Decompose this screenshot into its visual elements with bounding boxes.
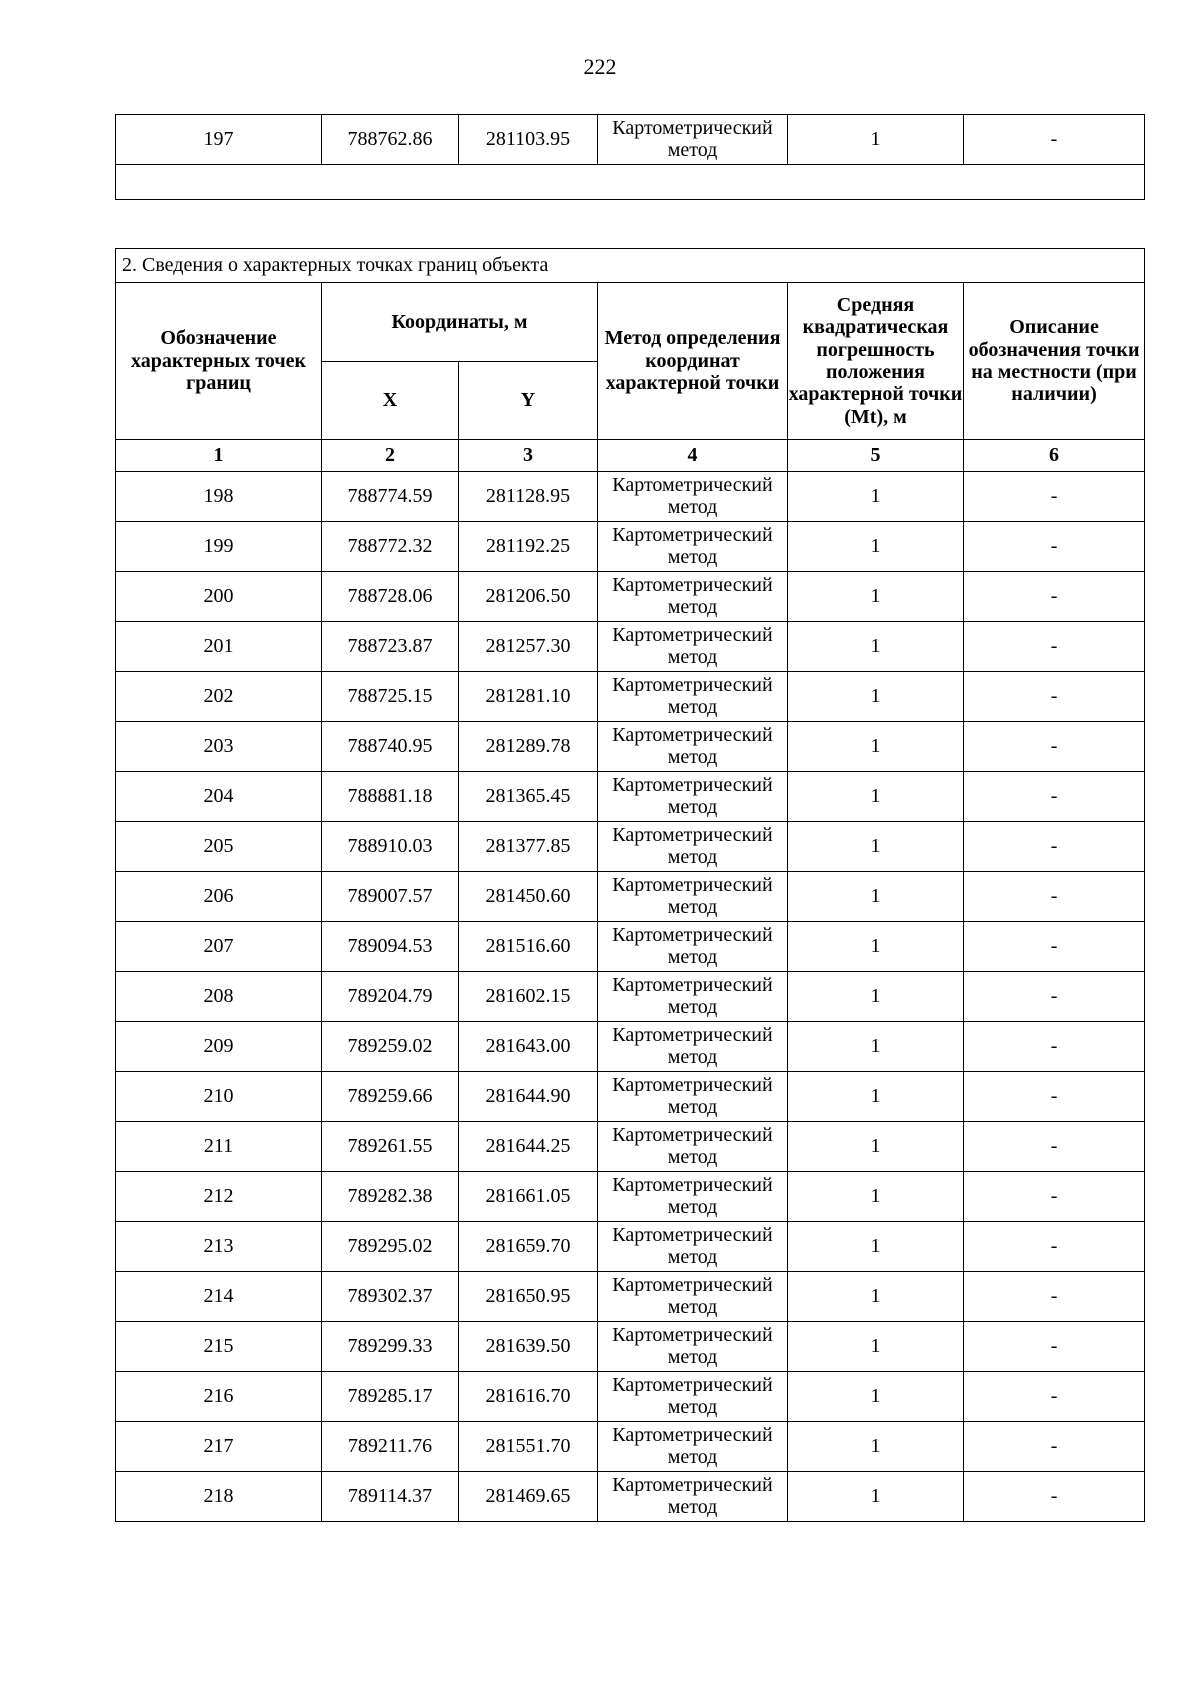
header-coordinates: Координаты, м [322,283,598,362]
point-cell: 197 [116,115,322,165]
description-cell: - [964,472,1145,522]
x-cell: 789211.76 [322,1422,459,1472]
point-cell: 215 [116,1322,322,1372]
x-cell: 789282.38 [322,1172,459,1222]
description-cell: - [964,922,1145,972]
y-cell: 281643.00 [459,1022,598,1072]
y-cell: 281650.95 [459,1272,598,1322]
error-cell: 1 [788,672,964,722]
point-cell: 218 [116,1472,322,1522]
table-row [116,772,1145,822]
method-cell: Картометрический метод [598,822,788,872]
x-cell: 788723.87 [322,622,459,672]
x-cell: 789094.53 [322,922,459,972]
x-cell: 789114.37 [322,1472,459,1522]
description-cell: - [964,572,1145,622]
y-cell: 281206.50 [459,572,598,622]
description-cell: - [964,115,1145,165]
point-cell: 210 [116,1072,322,1122]
table-row [116,1172,1145,1222]
page-number: 222 [583,54,617,79]
error-cell: 1 [788,572,964,622]
description-cell: - [964,672,1145,722]
error-cell: 1 [788,1322,964,1372]
y-cell: 281516.60 [459,922,598,972]
method-cell: Картометрический метод [598,1172,788,1222]
continuation-table [115,114,1145,200]
y-cell: 281644.25 [459,1122,598,1172]
table-row [116,872,1145,922]
table-row [116,472,1145,522]
description-cell: - [964,1472,1145,1522]
x-cell: 788740.95 [322,722,459,772]
error-cell: 1 [788,115,964,165]
method-cell: Картометрический метод [598,1072,788,1122]
y-cell: 281377.85 [459,822,598,872]
method-cell: Картометрический метод [598,1372,788,1422]
table-row [116,522,1145,572]
point-cell: 212 [116,1172,322,1222]
description-cell: - [964,1422,1145,1472]
error-cell: 1 [788,922,964,972]
table-body [116,472,1145,1522]
x-cell: 789007.57 [322,872,459,922]
y-cell: 281281.10 [459,672,598,722]
y-cell: 281602.15 [459,972,598,1022]
y-cell: 281551.70 [459,1422,598,1472]
y-cell: 281103.95 [459,115,598,165]
point-cell: 217 [116,1422,322,1472]
boundary-points-table [115,248,1145,1522]
x-cell: 788881.18 [322,772,459,822]
header-error: Средняя квадратическая погрешность положения характерной точки (Mt), м [788,283,964,440]
error-cell: 1 [788,872,964,922]
description-cell: - [964,1222,1145,1272]
error-cell: 1 [788,522,964,572]
table-row [116,1472,1145,1522]
table-row [116,1022,1145,1072]
y-cell: 281257.30 [459,622,598,672]
empty-cell [116,165,1145,200]
y-cell: 281644.90 [459,1072,598,1122]
x-cell: 789299.33 [322,1322,459,1372]
table-row [116,1122,1145,1172]
description-cell: - [964,872,1145,922]
error-cell: 1 [788,1422,964,1472]
error-cell: 1 [788,822,964,872]
method-cell: Картометрический метод [598,772,788,822]
point-cell: 211 [116,1122,322,1172]
y-cell: 281192.25 [459,522,598,572]
error-cell: 1 [788,1472,964,1522]
point-cell: 208 [116,972,322,1022]
table-row [116,672,1145,722]
point-cell: 216 [116,1372,322,1422]
error-cell: 1 [788,1072,964,1122]
table-row [116,1372,1145,1422]
x-cell: 789285.17 [322,1372,459,1422]
header-y: Y [459,362,598,440]
table-row [116,1422,1145,1472]
point-cell: 199 [116,522,322,572]
y-cell: 281365.45 [459,772,598,822]
description-cell: - [964,822,1145,872]
error-cell: 1 [788,472,964,522]
method-cell: Картометрический метод [598,1472,788,1522]
column-number-row [116,440,1145,472]
header-x: X [322,362,459,440]
method-cell: Картометрический метод [598,1422,788,1472]
column-number: 2 [322,440,459,472]
point-cell: 214 [116,1272,322,1322]
description-cell: - [964,622,1145,672]
column-number: 5 [788,440,964,472]
x-cell: 789259.66 [322,1072,459,1122]
error-cell: 1 [788,972,964,1022]
table-row [116,972,1145,1022]
y-cell: 281450.60 [459,872,598,922]
error-cell: 1 [788,1372,964,1422]
x-cell: 789259.02 [322,1022,459,1072]
x-cell: 789261.55 [322,1122,459,1172]
description-cell: - [964,522,1145,572]
x-cell: 788910.03 [322,822,459,872]
point-cell: 202 [116,672,322,722]
header-row [116,283,1145,362]
y-cell: 281469.65 [459,1472,598,1522]
error-cell: 1 [788,1122,964,1172]
y-cell: 281616.70 [459,1372,598,1422]
y-cell: 281128.95 [459,472,598,522]
column-number: 4 [598,440,788,472]
method-cell: Картометрический метод [598,115,788,165]
method-cell: Картометрический метод [598,722,788,772]
method-cell: Картометрический метод [598,1272,788,1322]
column-number: 3 [459,440,598,472]
table-row [116,1272,1145,1322]
header-method: Метод определения координат характерной точки [598,283,788,440]
x-cell: 788728.06 [322,572,459,622]
method-cell: Картометрический метод [598,1122,788,1172]
description-cell: - [964,722,1145,772]
description-cell: - [964,1272,1145,1322]
error-cell: 1 [788,1172,964,1222]
method-cell: Картометрический метод [598,622,788,672]
y-cell: 281659.70 [459,1222,598,1272]
y-cell: 281639.50 [459,1322,598,1372]
y-cell: 281661.05 [459,1172,598,1222]
x-cell: 789204.79 [322,972,459,1022]
point-cell: 201 [116,622,322,672]
error-cell: 1 [788,772,964,822]
error-cell: 1 [788,722,964,772]
table-row [116,822,1145,872]
description-cell: - [964,1372,1145,1422]
column-number: 6 [964,440,1145,472]
error-cell: 1 [788,1272,964,1322]
y-cell: 281289.78 [459,722,598,772]
table-caption: 2. Сведения о характерных точках границ объекта [116,249,1145,283]
x-cell: 788725.15 [322,672,459,722]
point-cell: 205 [116,822,322,872]
method-cell: Картометрический метод [598,972,788,1022]
method-cell: Картометрический метод [598,522,788,572]
x-cell: 788772.32 [322,522,459,572]
method-cell: Картометрический метод [598,472,788,522]
table-row [116,722,1145,772]
table-row [116,622,1145,672]
description-cell: - [964,1072,1145,1122]
x-cell: 788774.59 [322,472,459,522]
method-cell: Картометрический метод [598,1222,788,1272]
point-cell: 198 [116,472,322,522]
table-row [116,1222,1145,1272]
caption-row [116,249,1145,283]
description-cell: - [964,1172,1145,1222]
point-cell: 207 [116,922,322,972]
method-cell: Картометрический метод [598,672,788,722]
empty-row [116,165,1145,200]
column-number: 1 [116,440,322,472]
table-row [116,1322,1145,1372]
header-description: Описание обозначения точки на местности (при наличии) [964,283,1145,440]
point-cell: 206 [116,872,322,922]
method-cell: Картометрический метод [598,872,788,922]
description-cell: - [964,1022,1145,1072]
table-row [116,115,1145,165]
point-cell: 204 [116,772,322,822]
point-cell: 209 [116,1022,322,1072]
method-cell: Картометрический метод [598,1322,788,1372]
x-cell: 789295.02 [322,1222,459,1272]
method-cell: Картометрический метод [598,922,788,972]
description-cell: - [964,772,1145,822]
point-cell: 213 [116,1222,322,1272]
x-cell: 788762.86 [322,115,459,165]
method-cell: Картометрический метод [598,1022,788,1072]
point-cell: 203 [116,722,322,772]
method-cell: Картометрический метод [598,572,788,622]
table-row [116,1072,1145,1122]
description-cell: - [964,972,1145,1022]
error-cell: 1 [788,1022,964,1072]
table-row [116,922,1145,972]
table-row [116,572,1145,622]
error-cell: 1 [788,1222,964,1272]
x-cell: 789302.37 [322,1272,459,1322]
description-cell: - [964,1322,1145,1372]
description-cell: - [964,1122,1145,1172]
header-designation: Обозначение характерных точек границ [116,283,322,440]
error-cell: 1 [788,622,964,672]
point-cell: 200 [116,572,322,622]
